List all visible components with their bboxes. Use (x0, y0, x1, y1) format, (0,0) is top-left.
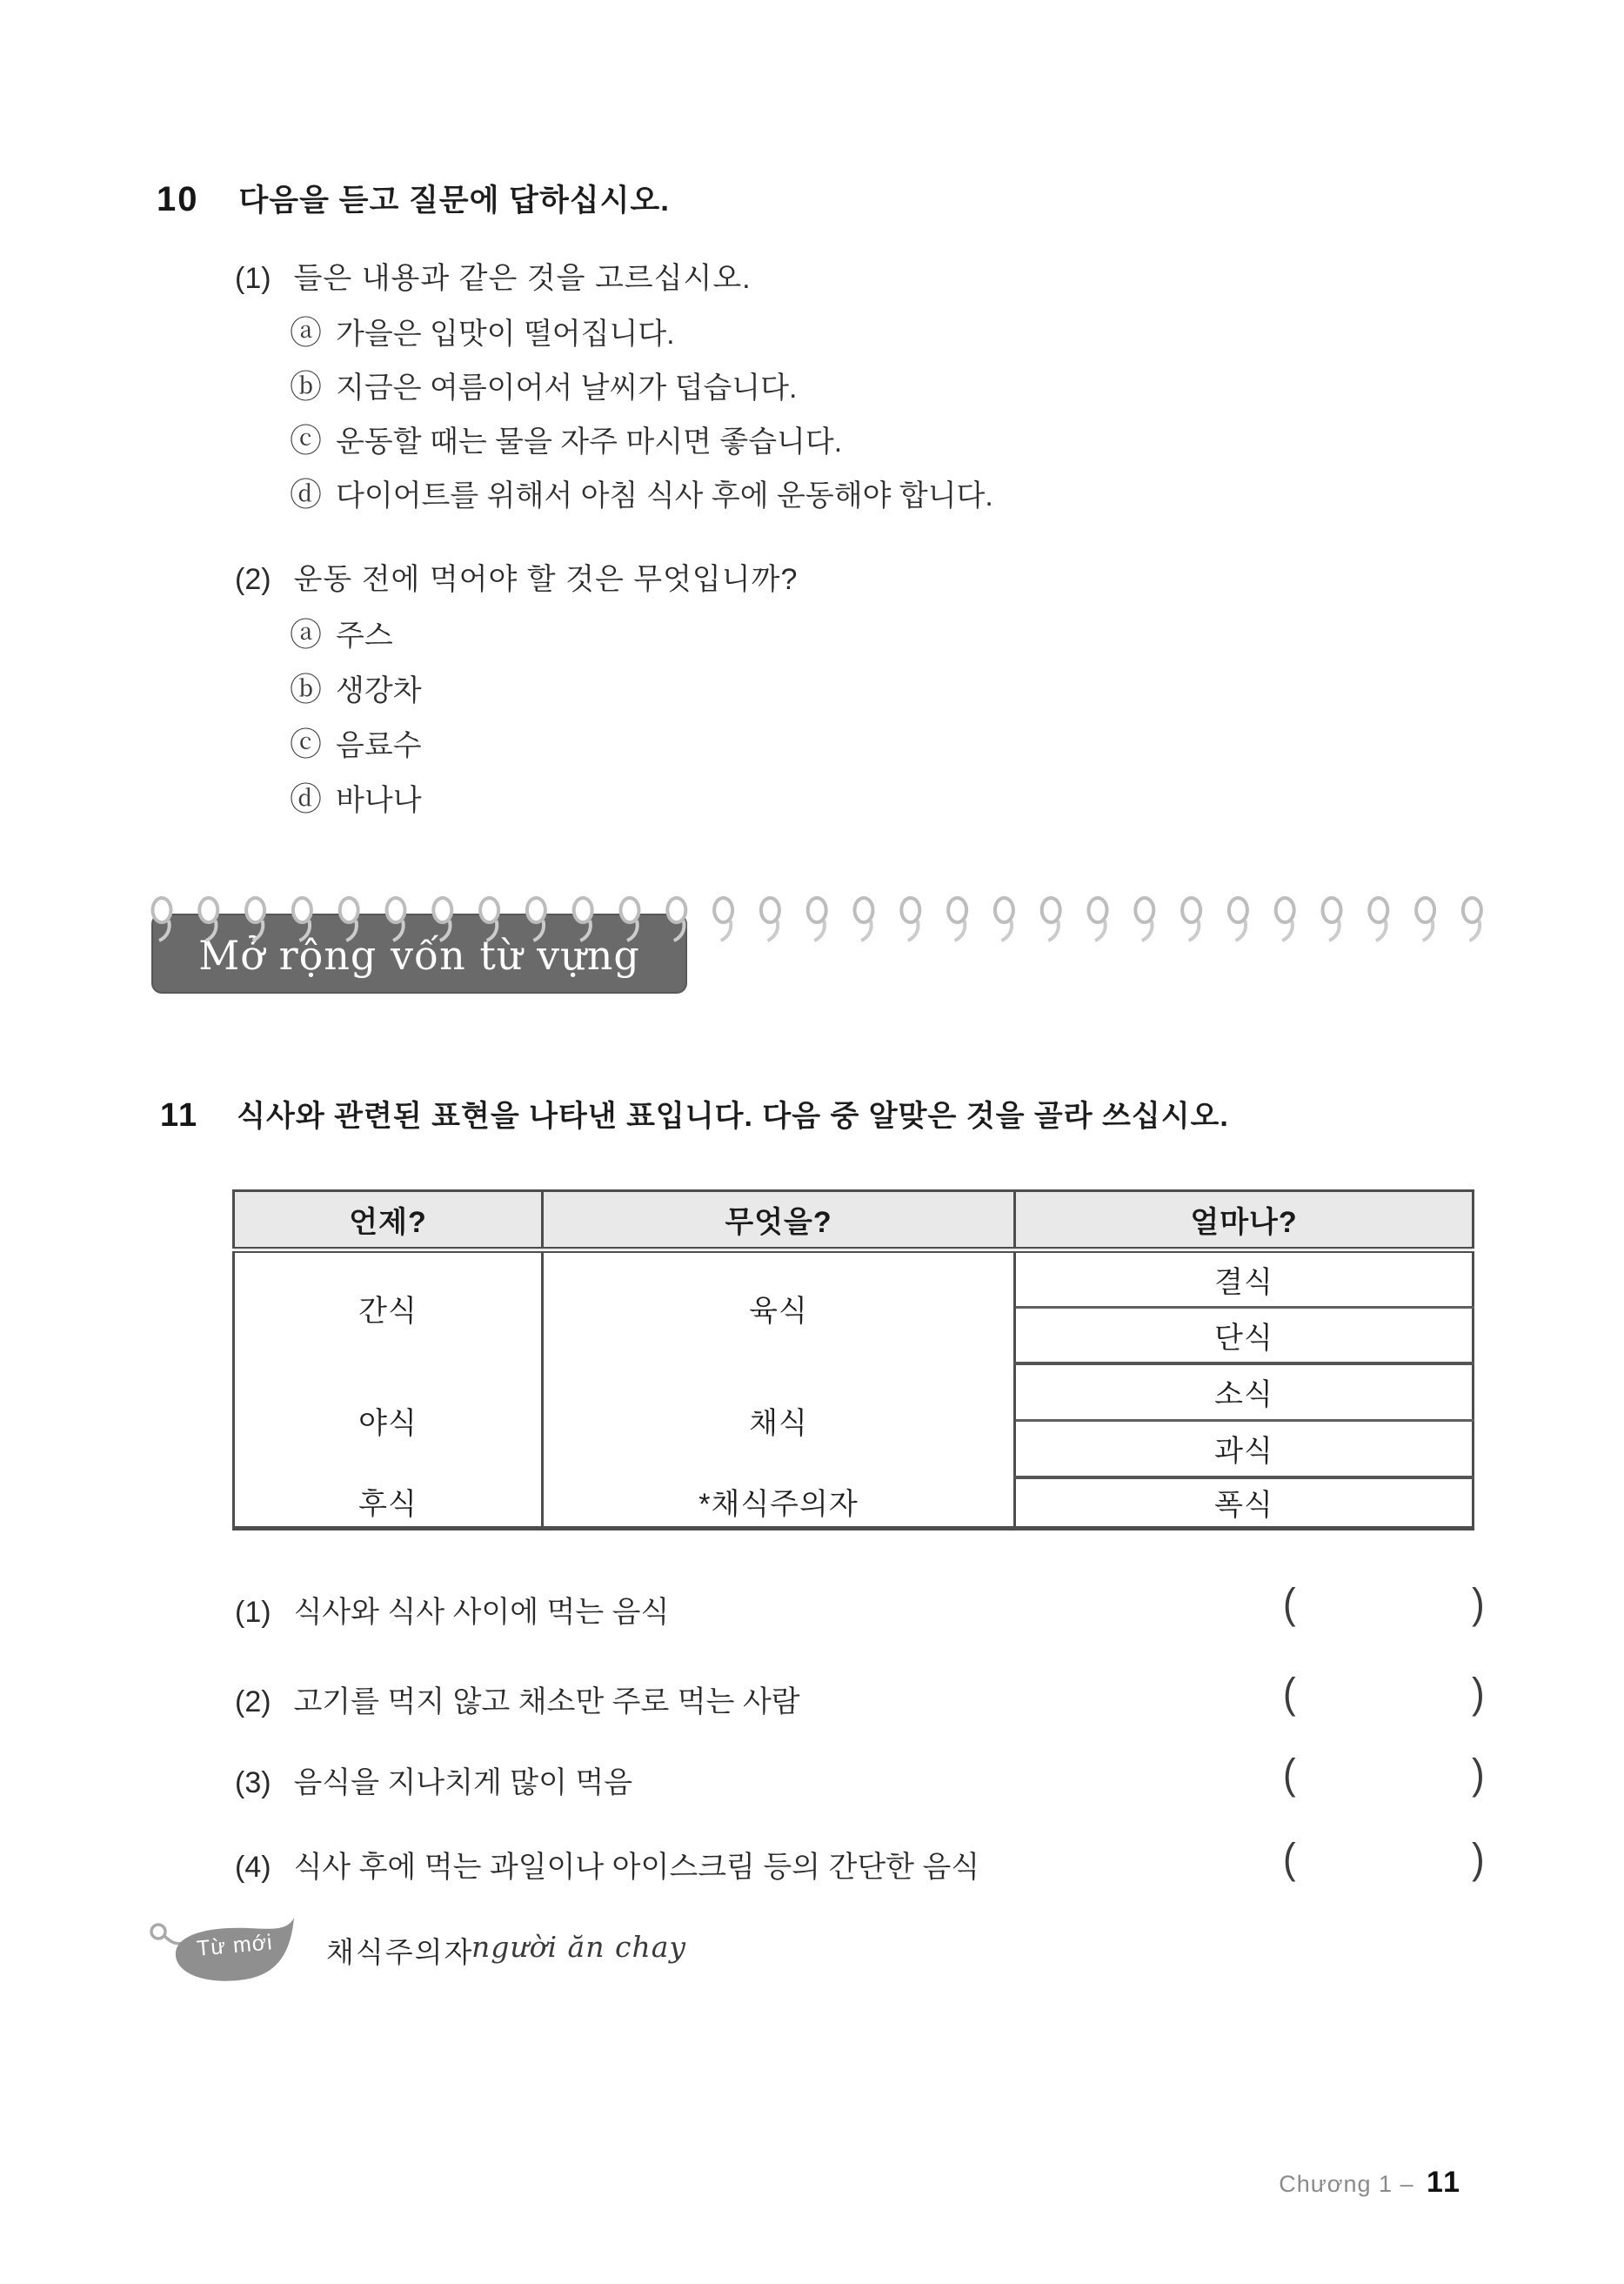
cell-howmuch-5: 폭식 (1015, 1477, 1474, 1529)
option-c-marker: ⓒ (290, 727, 322, 762)
part-1-prompt: 들은 내용과 같은 것을 고르십시오. (293, 262, 752, 295)
option-b (290, 360, 993, 414)
option-a (290, 306, 993, 360)
cell-when-3: 후식 (234, 1477, 543, 1529)
header-howmuch: 얼마나? (1015, 1191, 1474, 1250)
vocab-term: 채식주의자 (326, 1936, 474, 1968)
new-word-badge-label: Từ mới (195, 1930, 274, 1961)
new-word-note (148, 1912, 844, 1991)
question-10-title: 다음을 듣고 질문에 답하십시오. (238, 184, 670, 218)
option-a-text: 가을은 입맛이 떨어집니다. (336, 318, 675, 351)
item-1-text: 식사와 식사 사이에 먹는 음식 (293, 1596, 670, 1629)
footer-page-number: 11 (1427, 2166, 1461, 2199)
q11-item-4 (235, 1835, 1487, 1886)
answer-paren-close: ) (1472, 1670, 1485, 1718)
cell-howmuch-1: 결식 (1015, 1250, 1474, 1308)
cell-when-2: 야식 (234, 1363, 543, 1477)
header-what: 무엇을? (543, 1191, 1015, 1250)
option-b-text: 생강차 (336, 674, 422, 707)
part-1-options (290, 306, 993, 522)
option-a (290, 607, 422, 662)
q11-item-1 (235, 1580, 1487, 1631)
question-10-part-1 (235, 254, 752, 297)
item-2-text: 고기를 먹지 않고 채소만 주로 먹는 사람 (293, 1685, 800, 1718)
item-4-label: (4) (235, 1851, 271, 1884)
option-c-text: 음료수 (336, 729, 422, 762)
table-header-row (234, 1191, 1474, 1250)
option-c (290, 717, 422, 772)
q11-item-3 (235, 1751, 1487, 1802)
cell-what-1: 육식 (543, 1250, 1015, 1363)
table-row (234, 1477, 1474, 1529)
part-2-prompt: 운동 전에 먹어야 할 것은 무엇입니까? (293, 563, 799, 596)
option-d-text: 바나나 (336, 784, 422, 817)
part-2-label: (2) (235, 563, 271, 596)
option-a-marker: ⓐ (290, 315, 322, 351)
answer-paren-open: ( (1283, 1835, 1296, 1883)
option-b-marker: ⓑ (290, 369, 322, 405)
answer-paren-open: ( (1283, 1751, 1296, 1798)
part-2-options (290, 607, 422, 827)
item-4-text: 식사 후에 먹는 과일이나 아이스크림 등의 간단한 음식 (293, 1851, 980, 1884)
table-row (234, 1363, 1474, 1421)
item-1-label: (1) (235, 1596, 271, 1629)
item-3-text: 음식을 지나치게 많이 먹음 (293, 1766, 633, 1799)
option-c-text: 운동할 때는 물을 자주 마시면 좋습니다. (336, 425, 843, 459)
answer-paren-open: ( (1283, 1580, 1296, 1628)
table-row (234, 1250, 1474, 1308)
header-when: 언제? (234, 1191, 543, 1250)
cell-what-2: 채식 (543, 1363, 1015, 1477)
cell-howmuch-4: 과식 (1015, 1421, 1474, 1477)
question-11-heading (160, 1092, 1229, 1135)
option-c (290, 414, 993, 468)
cell-when-1: 간식 (234, 1250, 543, 1363)
option-b (290, 662, 422, 717)
answer-paren-close: ) (1472, 1751, 1485, 1798)
meal-expressions-table (232, 1189, 1474, 1530)
q11-item-2 (235, 1670, 1487, 1721)
item-2-label: (2) (235, 1685, 271, 1718)
footer-chapter-label: Chương 1 – (1279, 2171, 1414, 2197)
question-10-number: 10 (157, 180, 199, 218)
option-a-marker: ⓐ (290, 617, 322, 653)
cell-howmuch-3: 소식 (1015, 1363, 1474, 1421)
item-3-label: (3) (235, 1766, 271, 1799)
vocab-meaning: người ăn chay (471, 1930, 687, 1964)
option-b-text: 지금은 여름이어서 날씨가 덥습니다. (336, 372, 798, 405)
option-d-marker: ⓓ (290, 477, 322, 512)
option-a-text: 주스 (336, 620, 393, 653)
question-10-heading (157, 177, 670, 220)
part-1-label: (1) (235, 262, 271, 295)
page-footer (1200, 2166, 1461, 2200)
option-c-marker: ⓒ (290, 423, 322, 459)
section-banner-title: Mở rộng vốn từ vựng (198, 932, 640, 979)
answer-paren-close: ) (1472, 1835, 1485, 1883)
spiral-binding-icon (148, 887, 1505, 948)
cell-howmuch-2: 단식 (1015, 1308, 1474, 1363)
option-b-marker: ⓑ (290, 672, 322, 707)
answer-paren-close: ) (1472, 1580, 1485, 1628)
option-d (290, 772, 422, 827)
option-d-marker: ⓓ (290, 781, 322, 817)
option-d-text: 다이어트를 위해서 아침 식사 후에 운동해야 합니다. (336, 479, 993, 512)
question-11-number: 11 (160, 1097, 199, 1134)
question-10-part-2 (235, 555, 798, 598)
question-11-title: 식사와 관련된 표현을 나타낸 표입니다. 다음 중 알맞은 것을 골라 쓰십시오. (237, 1100, 1229, 1133)
option-d (290, 468, 993, 522)
answer-paren-open: ( (1283, 1670, 1296, 1718)
cell-what-3: *채식주의자 (543, 1477, 1015, 1529)
